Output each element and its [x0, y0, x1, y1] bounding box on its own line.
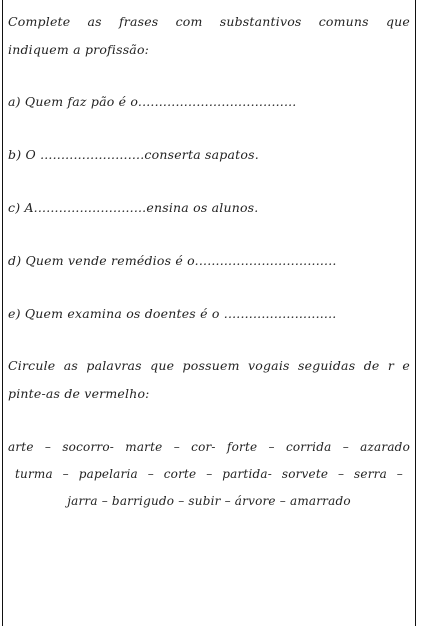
exercise1-instruction-line1: Complete as frases com substantivos comuns que [8, 14, 410, 29]
exercise1-item-a: a) Quem faz pão é o...................................... [8, 94, 297, 109]
word-row-1: arte – socorro- marte – cor- forte – corrida – azarado [8, 440, 410, 454]
word-row-2: turma – papelaria – corte – partida- sorvete – serra – [15, 467, 403, 481]
word-row-3: jarra – barrigudo – subir – árvore – amarrado [67, 494, 351, 508]
exercise2-instruction-line1: Circule as palavras que possuem vogais seguidas de r e [8, 358, 410, 373]
worksheet-page [2, 0, 416, 626]
exercise1-instruction-line2: indiquem a profissão: [8, 42, 150, 57]
exercise1-item-c: c) A...........................ensina os alunos. [8, 200, 259, 215]
exercise1-item-e: e) Quem examina os doentes é o ........................... [8, 306, 337, 321]
exercise1-item-d: d) Quem vende remédios é o.................................. [8, 253, 337, 268]
exercise1-item-b: b) O .........................conserta sapatos. [8, 147, 259, 162]
exercise2-instruction-line2: pinte-as de vermelho: [8, 386, 150, 401]
